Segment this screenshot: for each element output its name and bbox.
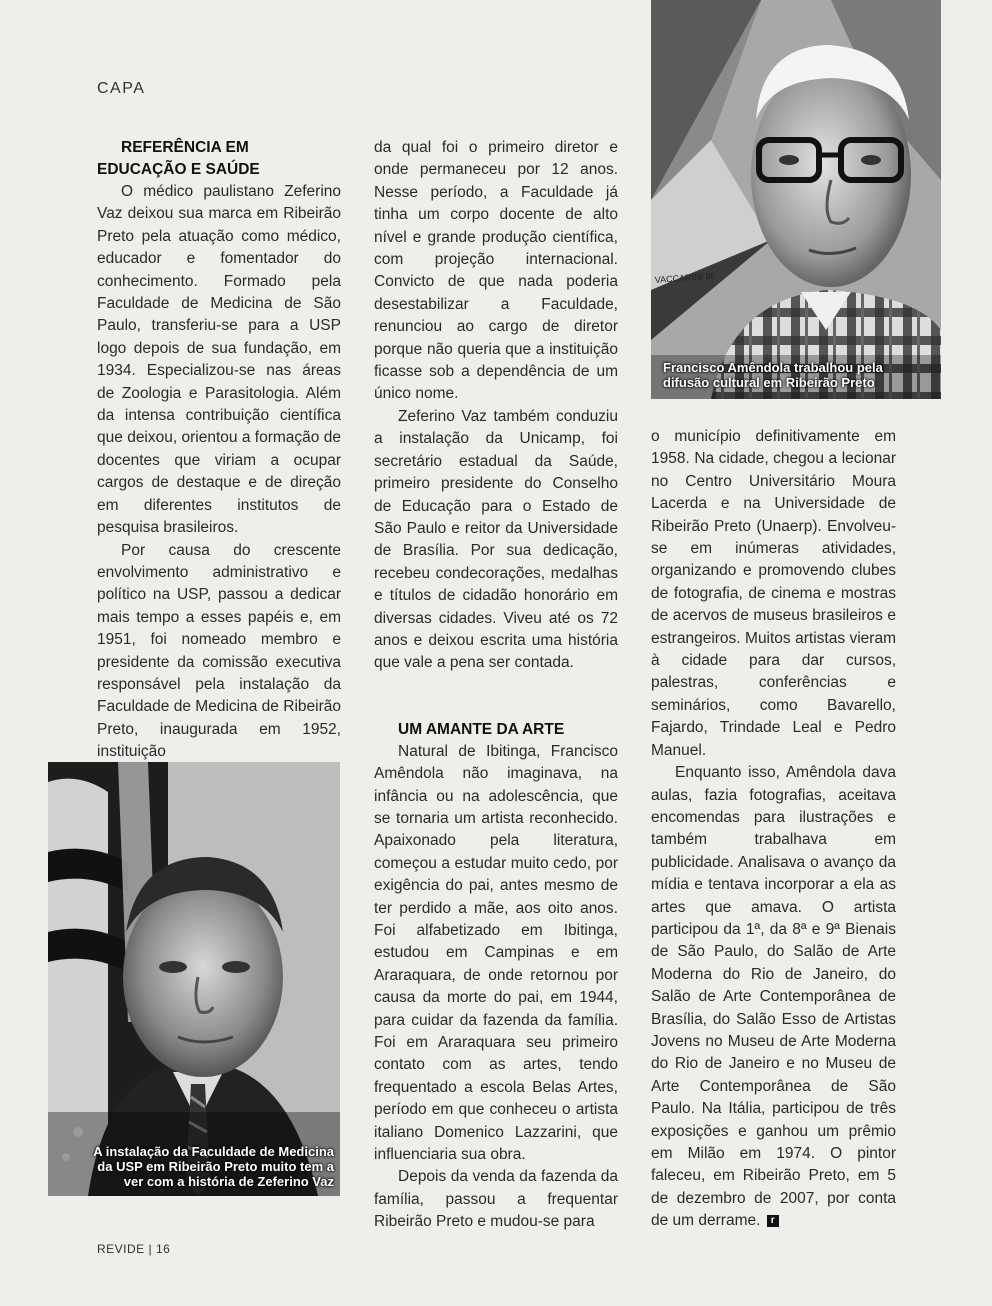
heading-line-2: EDUCAÇÃO E SAÚDE	[97, 161, 260, 178]
photo-caption	[663, 360, 883, 390]
paragraph-text: Enquanto isso, Amêndola dava aulas, fazia fotografias, aceitava encomendas para ilustrações e também trabalhava em publicidade. Analisava o avanço da mídia e tentava incorporar a ela as artes que amava. O artista participou da 1ª, da 8ª e 9ª Bienais de São Paulo, do Salão de Arte Moderna do Rio de Janeiro, do Salão de Arte Contemporânea de Brasília, do Salão Esso de Artistas Jovens no Museu de Arte Moderna do Rio de Janeiro e no Museu de Arte Contemporânea de São Paulo. Na Itália, participou de três exposições e ganhou um prêmio em Milão em 1974. O pintor faleceu, em Ribeirão Preto, em 5 de dezembro de 2007, por conta de um derrame.	[651, 764, 896, 1230]
paragraph: Zeferino Vaz também conduziu a instalação da Unicamp, foi secretário estadual da Saúde, primeiro presidente do Conselho de Educação para o Estado de São Paulo e reitor da Universidade de Brasília. Por sua dedicação, recebeu condecorações, medalhas e títulos de cidadão honorário em diversas cidades. Viveu até os 72 anos e deixou escrita uma história que vale a pena ser contada.	[374, 407, 618, 672]
article1-heading	[97, 137, 341, 181]
magazine-name: REVIDE	[97, 1242, 145, 1256]
painting-signature: VACCARINI 95	[654, 270, 716, 285]
page-footer	[97, 1242, 170, 1256]
paragraph: da qual foi o primeiro diretor e onde permaneceu por 12 anos. Nesse período, a Faculdade já tinha um corpo docente de alto nível e grande produção científica, com projeção internacional. Convicto de que nada poderia desestabilizar a Faculdade, renunciou ao cargo de diretor porque não queria que a instituição ficasse sob a dependência de um único nome.	[374, 139, 618, 403]
article-column-2	[374, 137, 618, 1234]
page-number: 16	[156, 1242, 171, 1256]
portrait-illustration	[651, 0, 941, 399]
article-column-3	[651, 426, 896, 1233]
paragraph: o município definitivamente em 1958. Na cidade, chegou a lecionar no Centro Universitário Moura Lacerda e na Universidade de Ribeirão Preto (Unaerp). Envolveu-se em inúmeras atividades, organizando e promovendo clubes de fotografia, de cinema e mostras de acervos de museus brasileiros e estrangeiros. Muitos artistas vieram à cidade para dar cursos, palestras, conferências e seminários, como Bavarello, Fajardo, Trindade Leal e Pedro Manuel.	[651, 428, 896, 759]
paragraph: Natural de Ibitinga, Francisco Amêndola não imaginava, na infância ou na adolescência, que se tornaria um artista reconhecido. Apaixonado pela literatura, começou a estudar muito cedo, por exigência do pai, antes mesmo de ter perdido a mãe, aos oito anos. Foi alfabetizado em Ibitinga, estudou em Campinas e em Araraquara, de onde retornou por causa da morte do pai, em 1944, para cuidar da fazenda da família. Foi em Araraquara seu primeiro contato com as artes, tendo frequentado a escola Belas Artes, período em que conheceu o artista italiano Domenico Lazzarini, que influenciaria sua obra.	[374, 742, 618, 1164]
article2-heading: UM AMANTE DA ARTE	[398, 720, 565, 738]
portrait-illustration	[48, 762, 340, 1196]
paragraph: Depois da venda da fazenda da família, passou a frequentar Ribeirão Preto e mudou-se para	[374, 1168, 618, 1231]
heading-line-1: REFERÊNCIA EM	[121, 139, 249, 156]
caption-line-2: difusão cultural em Ribeirão Preto	[663, 375, 875, 390]
photo-zeferino-vaz	[48, 762, 340, 1196]
article-column-1	[97, 137, 341, 764]
caption-line-1: Francisco Amêndola trabalhou pela	[663, 360, 883, 375]
paragraph: Por causa do crescente envolvimento administrativo e político na USP, passou a dedicar mais tempo a esses papéis e, em 1951, foi nomeado membro e presidente da comissão executiva responsável pela instalação da Faculdade de Medicina de Ribeirão Preto, inaugurada em 1952, instituição	[97, 541, 341, 761]
paragraph: O médico paulistano Zeferino Vaz deixou sua marca em Ribeirão Preto pela atuação como médico, educador e fomentador do conhecimento. Formado pela Faculdade de Medicina de São Paulo, transferiu-se para a USP logo depois de sua fundação, em 1934. Especializou-se nas áreas de Zoologia e Parasitologia. Além da intensa contribuição científica que deixou, orientou a formação de docentes que viriam a ocupar cargos de destaque e de direção em diferentes institutos de pesquisa brasileiros.	[97, 183, 341, 537]
paragraph	[651, 762, 896, 1233]
photo-francisco-amendola	[651, 0, 941, 399]
footer-separator: |	[148, 1242, 153, 1256]
section-label: CAPA	[97, 80, 146, 97]
photo-caption: A instalação da Faculdade de Medicina da USP em Ribeirão Preto muito tem a ver com a história de Zeferino Vaz	[93, 1144, 334, 1189]
end-mark-icon: r	[767, 1215, 779, 1227]
